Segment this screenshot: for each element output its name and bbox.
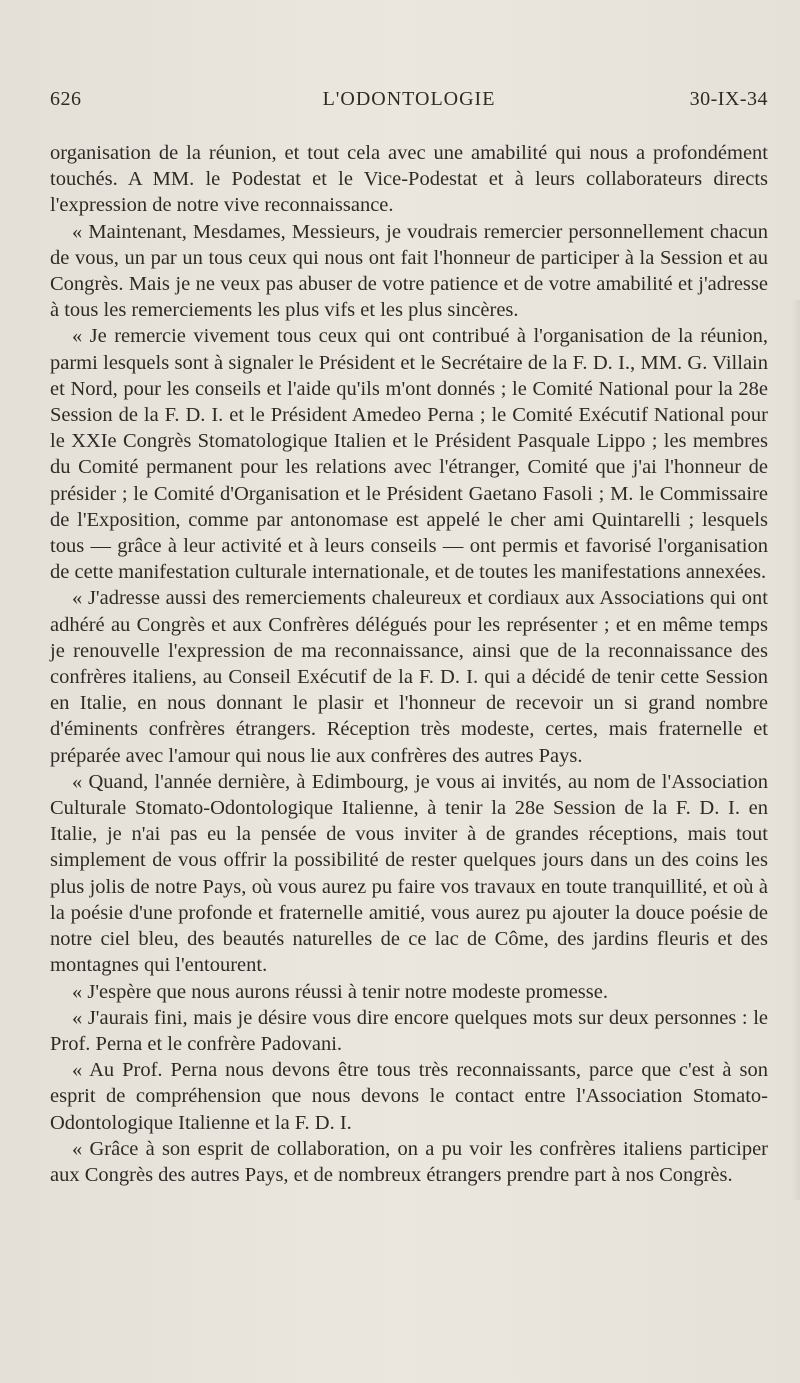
paragraph: « J'adresse aussi des remerciements chaleureux et cordiaux aux Associations qui ont adhéré au Congrès et aux Confrères délégués pour les représenter ; et en même temps je renouvelle l'expression de ma reconnaissance, ainsi que de la reconnaissance des confrères italiens, au Conseil Exécutif de la F. D. I. qui a décidé de tenir cette Session en Italie, en nous donnant le plasir et l'honneur de recevoir un si grand nombre d'éminents confrères étrangers. Réception très modeste, certes, mais fraternelle et préparée avec l'amour qui nous lie aux confrères des autres Pays.: [50, 587, 768, 767]
page-edge-shadow: [792, 300, 800, 1200]
paragraph: « Maintenant, Mesdames, Messieurs, je voudrais remercier personnellement chacun de vous, un par un tous ceux qui nous ont fait l'honneur de participer à la Session et au Congrès. Mais je ne veux pas abuser de votre patience et de votre amabilité et j'adresse à tous les remerciements les plus vifs et les plus sincères.: [50, 220, 768, 322]
paragraph: « J'espère que nous aurons réussi à tenir notre modeste promesse.: [72, 980, 608, 1003]
journal-title: L'ODONTOLOGIE: [322, 88, 496, 110]
paragraph: « J'aurais fini, mais je désire vous dire encore quelques mots sur deux personnes : le Prof. Perna et le confrère Padovani.: [50, 1006, 768, 1055]
paragraph: « Je remercie vivement tous ceux qui ont contribué à l'organisation de la réunion, parmi lesquels sont à signaler le Président et le Secrétaire de la F. D. I., MM. G. Villain et Nord, pour les conseils et l'aide qu'ils m'ont donnés ; le Comité National pour la 28e Session de la F. D. I. et le Président Amedeo Perna ; le Comité Exécutif National pour le XXIe Congrès Stomatologique Italien et le Président Pasquale Lippo ; les membres du Comité permanent pour les relations avec l'étranger, Comité que j'ai l'honneur de présider ; le Comité d'Organisation et le Président Gaetano Fasoli ; M. le Commissaire de l'Exposition, comme par antonomase est appelé le cher ami Quintarelli ; lesquels tous — grâce à leur activité et à leurs conseils — ont permis et favorisé l'organisation de cette manifestation culturale internationale, et de toutes les manifestations annexées.: [50, 325, 768, 584]
paragraph: « Au Prof. Perna nous devons être tous très reconnaissants, parce que c'est à son esprit de compréhension que nous devons le contact entre l'Association Stomato-Odontologique Italienne et la F. D. I.: [50, 1059, 768, 1134]
paragraph-continued: organisation de la réunion, et tout cela avec une amabilité qui nous a profondément touchés. A MM. le Podestat et le Vice-Podestat et à leurs collaborateurs directs l'expression de notre vive reconnaissance.: [50, 142, 768, 217]
page-number: 626: [50, 88, 82, 110]
paragraph: « Quand, l'année dernière, à Edimbourg, je vous ai invités, au nom de l'Association Culturale Stomato-Odontologique Italienne, à tenir la 28e Session de la F. D. I. en Italie, je n'ai pas eu la pensée de vous inviter à de grandes réceptions, mais tout simplement de vous offrir la possibilité de rester quelques jours dans un des coins les plus jolis de notre Pays, où vous aurez pu faire vos travaux en toute tranquillité, et où à la poésie d'une profonde et fraternelle amitié, vous aurez pu ajouter la douce poésie de notre ciel bleu, des beautés naturelles de ce lac de Côme, des jardins fleuris et des montagnes qui l'entourent.: [50, 770, 768, 977]
body-text: [50, 140, 768, 1188]
running-header: [50, 88, 768, 116]
paragraph: « Grâce à son esprit de collaboration, on a pu voir les confrères italiens participer aux Congrès des autres Pays, et de nombreux étrangers prendre part à nos Congrès.: [50, 1137, 768, 1186]
issue-date: 30-IX-34: [689, 88, 768, 110]
